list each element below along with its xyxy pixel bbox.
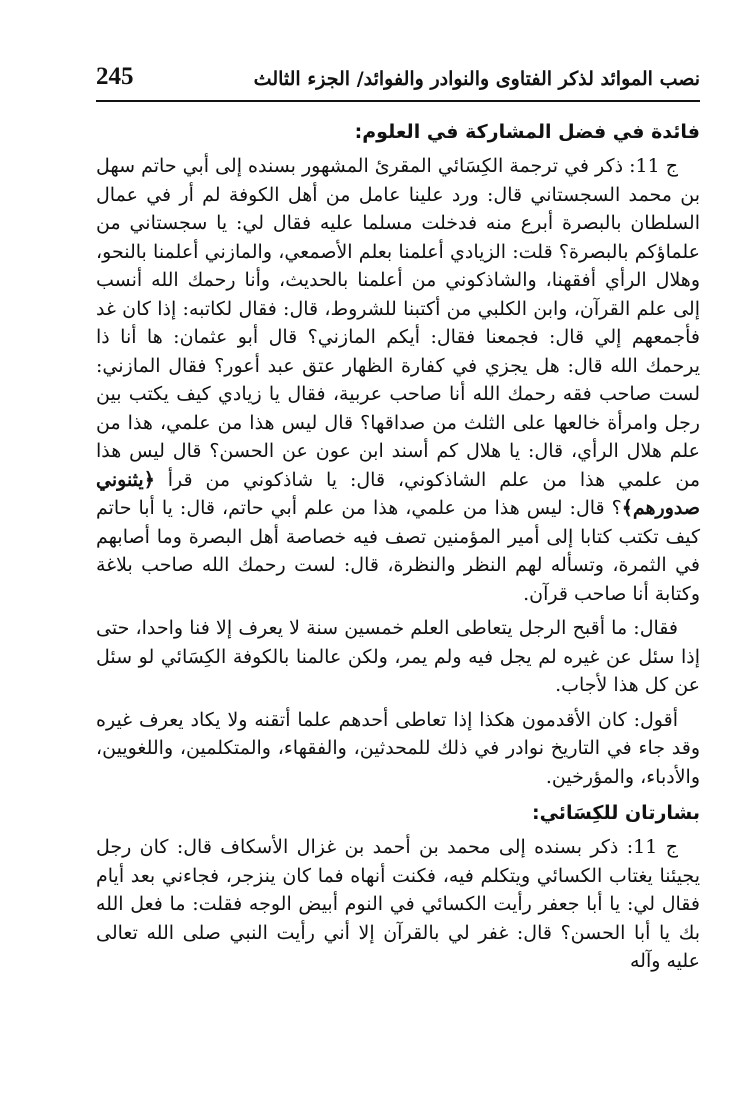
quran-quote: ﴿يثنوني صدورهم﴾ <box>96 468 700 519</box>
paragraph-2: فقال: ما أقبح الرجل يتعاطى العلم خمسين سنة لا يعرف إلا فنا واحدا، حتى إذا سئل عن غيره لم يجل فيه ولم يمر، ولكن عالمنا بالكوفة الكِسَائي لو سئل عن كل هذا لأجاب. <box>96 617 700 696</box>
paragraph-1 <box>96 152 700 608</box>
running-title: نصب الموائد لذكر الفتاوى والنوادر والفوائد/ الجزء الثالث <box>253 68 700 90</box>
paragraph-1-part-a: ج 11: ذكر في ترجمة الكِسَائي المقرئ المشهور بسنده إلى أبي حاتم سهل بن محمد السجستاني قال: ورد علينا عامل من أهل الكوفة لم أر في عمال السلطان بالبصرة أبرع منه فدخلت مسلما عليه فقال لي: يا سجستاني من علماؤكم بالبصرة؟ قلت: الزيادي أعلمنا بعلم الأصمعي، والمازني أعلمنا بالنحو، وهلال الرأي أفقهنا، والشاذكوني من أعلمنا بالحديث، وأنا رحمك الله أنسب إلى علم القرآن، وابن الكلبي من أكتبنا للشروط، قال: فقال لكاتبه: إذا كان غد فأجمعهم إلي قال: فجمعنا فقال: أيكم المازني؟ قال أبو عثمان: ها أنا ذا يرحمك الله قال: هل يجزي في كفارة الظهار عتق عبد أعور؟ فقال المازني: لست صاحب فقه رحمك الله أنا صاحب عربية، فقال يا زيادي كيف يكتب بين رجل وامرأة خالعها على الثلث من صداقها؟ قال ليس هذا من علمي، هذا من علم هلال الرأي، قال: يا هلال كم أسند ابن عون عن الحسن؟ قال ليس هذا من علمي هذا من علم الشاذكوني، قال: يا شاذكوني من قرأ <box>96 155 700 491</box>
paragraph-1-part-b: ؟ قال: ليس هذا من علمي، هذا من علم أبي حاتم، قال: يا أبا حاتم كيف تكتب كتابا إلى أمير المؤمنين تصف فيه خصاصة أهل البصرة وما أصابهم في الثمرة، وتسأله لهم النظر والنظرة، قال: لست رحمك الله صاحب بلاغة وكتابة أنا صاحب قرآن. <box>96 497 700 605</box>
running-header <box>96 56 700 102</box>
section-heading-two-glad-tidings-text: بشارتان للكِسَائي: <box>531 802 700 824</box>
page-body <box>96 110 700 976</box>
paragraph-4: ج 11: ذكر بسنده إلى محمد بن أحمد بن غزال الأسكاف قال: كان رجل يجيئنا يغتاب الكسائي ويتكلم فيه، فكنت أنهاه فما كان ينزجر، فجاءني بعد أيام فقال لي: يا أبا جعفر رأيت الكسائي في النوم أبيض الوجه فقلت: ما فعل الله بك يا أبا الحسن؟ قال: غفر لي بالقرآن إلا أني رأيت النبي صلى الله تعالى عليه وآله <box>96 836 700 972</box>
paragraph-3: أقول: كان الأقدمون هكذا إذا تعاطى أحدهم علما أتقنه ولا يكاد يعرف غيره وقد جاء في التاريخ نوادر في ذلك للمحدثين، والفقهاء، والمتكلمين، واللغويين، والأدباء، والمؤرخين. <box>96 708 700 788</box>
section-heading-two-glad-tidings <box>96 797 700 829</box>
page-number: 245 <box>96 63 134 90</box>
section-heading-benefit-text: فائدة في فضل المشاركة في العلوم: <box>354 121 700 143</box>
section-heading-benefit <box>96 116 700 148</box>
